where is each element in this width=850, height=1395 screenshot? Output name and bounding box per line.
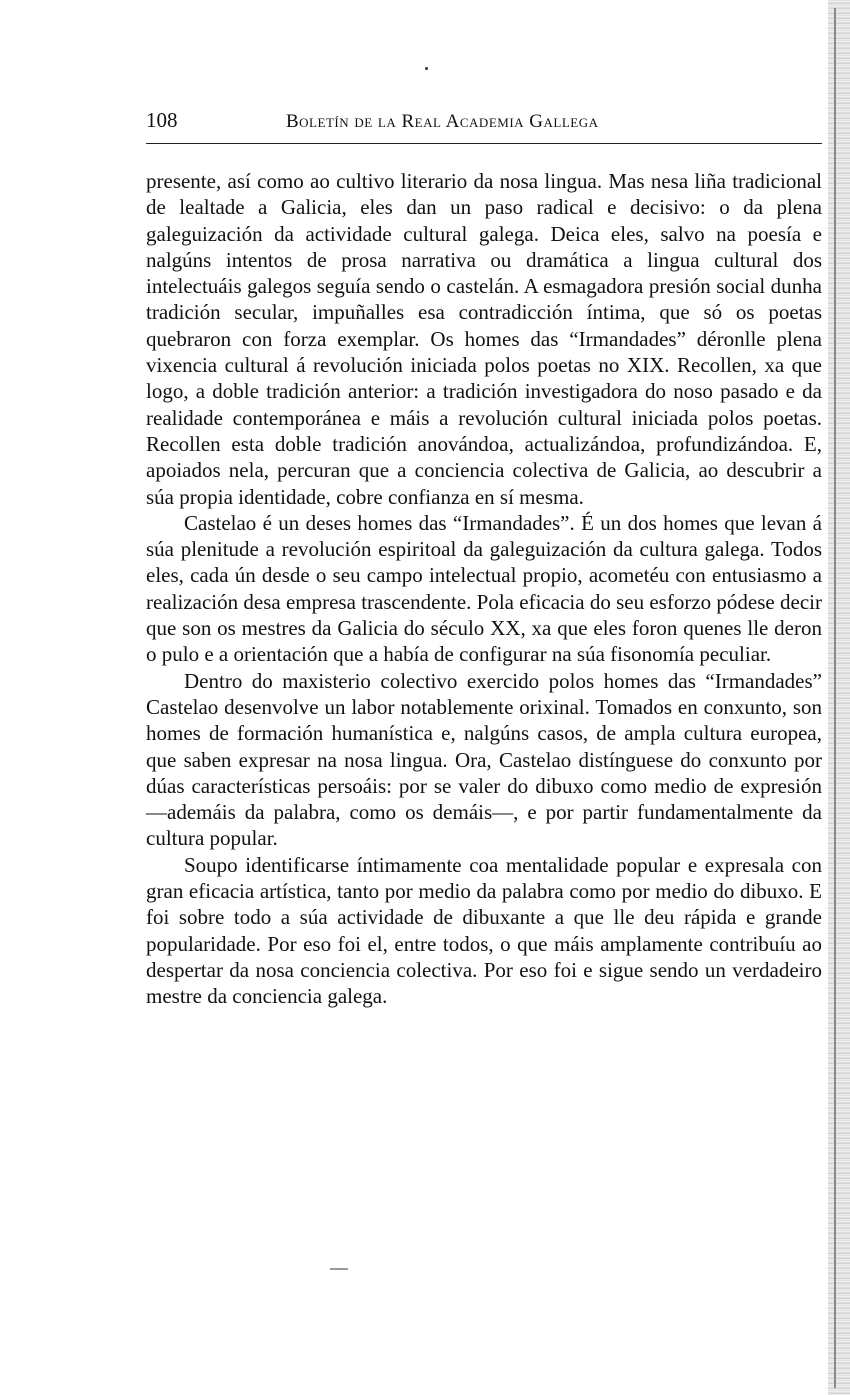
page-edge-line (834, 8, 836, 1388)
page-number: 108 (146, 108, 178, 132)
scan-speck (425, 67, 428, 70)
body-text (146, 168, 822, 1010)
book-page (146, 108, 822, 1010)
paragraph: Dentro do maxisterio colectivo exercido polos homes das “Irmandades” Castelao desenvolve un labor notablemente orixinal. Tomados en conxunto, son homes de formación humanística e, nalgúns casos, de ampla cultura europea, que saben expresar na nosa lingua. Ora, Castelao distínguese do conxunto por dúas características persoáis: por se valer do dibuxo como medio de expresión —ademáis da palabra, como os demáis—, e por partir fundamentalmente da cultura popular. (146, 668, 822, 851)
page-edge-scan-artifact (828, 0, 850, 1395)
paragraph: Castelao é un deses homes das “Irmandades”. É un dos homes que levan á súa plenitude a revolución espiritoal da galeguización da cultura galega. Todos eles, cada ún desde o seu campo intelectual propio, acometéu con entusiasmo a realización desa empresa trascendente. Pola eficacia do seu esforzo pódese decir que son os mestres da Galicia do século XX, xa que eles foron quenes lle deron o pulo e a orientación que a había de configurar na súa fisonomía peculiar. (146, 510, 822, 667)
running-title: Boletín de la Real Academia Gallega (286, 111, 599, 132)
scan-speck (330, 1268, 348, 1270)
paragraph: presente, así como ao cultivo literario da nosa lingua. Mas nesa liña tradicional de lealtade a Galicia, eles dan un paso radical e decisivo: o da plena galeguización da actividade cultural galega. Deica eles, salvo na poesía e nalgúns intentos de prosa narrativa ou dramática a lingua cultural dos intelectuáis galegos seguía sendo o castelán. A esmagadora presión social dunha tradición secular, impuñalles esa contradicción íntima, que só os poetas quebraron con forza exemplar. Os homes das “Irmandades” déronlle plena vixencia cultural á revolución iniciada polos poetas no XIX. Recollen, xa que logo, a doble tradición anterior: a tradición investigadora do noso pasado e da realidade contemporánea e máis a revolución cultural iniciada polos poetas. Recollen esta doble tradición anovándoa, actualizándoa, profundizándoa. E, apoiados nela, percuran que a conciencia colectiva de Galicia, ao descubrir a súa propia identidade, cobre confianza en sí mesma. (146, 169, 822, 509)
paragraph: Soupo identificarse íntimamente coa mentalidade popular e expresala con gran eficacia artística, tanto por medio da palabra como por medio do dibuxo. E foi sobre todo a súa actividade de dibuxante a que lle deu rápida e grande popularidade. Por eso foi el, entre todos, o que máis amplamente contribuíu ao despertar da nosa conciencia colectiva. Por eso foi e sigue sendo un verdadeiro mestre da conciencia galega. (146, 852, 822, 1009)
page-header (146, 108, 822, 144)
